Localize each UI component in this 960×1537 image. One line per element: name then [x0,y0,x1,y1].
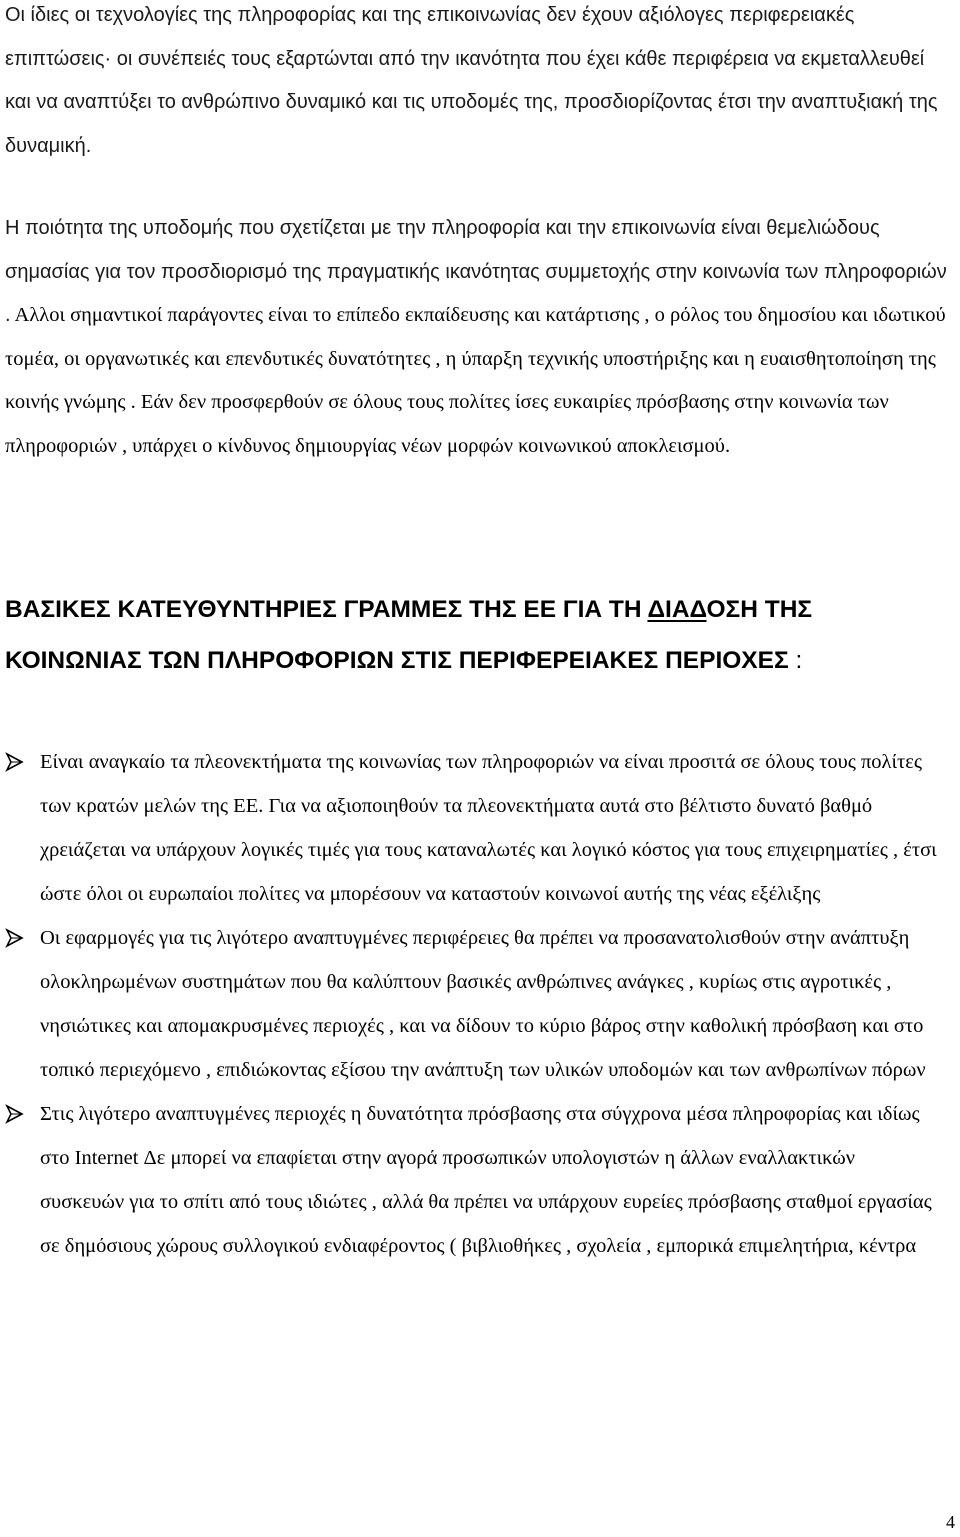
list-item-text: Οι εφαρμογές για τις λιγότερο αναπτυγμένες περιφέρειες θα πρέπει να προσανατολισθούν στην ανάπτυξη ολοκληρωμένων συστημάτων που θα καλύπτουν βασικές ανθρώπινες ανάγκες , κυρίως στις αγροτικές , νησιώτικες και απομακρυσμένες περιοχές , και να δίδουν το κύριο βάρος στην καθολική πρόσβαση και στο τοπικό περιεχόμενο , επιδιώκοντας εξίσου την ανάπτυξη των υλικών υποδομών και των ανθρωπίνων πόρων [40,927,926,1081]
section-heading-colon: : [788,647,803,674]
guidelines-list [0,740,960,1268]
list-item [0,740,940,916]
page-number: 4 [946,1512,955,1532]
list-item [0,916,940,1092]
intro-paragraph [5,0,950,168]
list-item-text: Στις λιγότερο αναπτυγμένες περιοχές η δυνατότητα πρόσβασης στα σύγχρονα μέσα πληροφορίας και ιδίως στο Internet Δε μπορεί να επαφίεται στην αγορά προσωπικών υπολογιστών η άλλων εναλλακτικών συσκευών για το σπίτι από τους ιδιώτες , αλλά θα πρέπει να υπάρχουν ευρείες πρόσβασης σταθμοί εργασίας σε δημόσιους χώρους συλλογικού ενδιαφέροντος ( βιβλιοθήκες , σχολεία , εμπορικά επιμελητήρια, κέντρα [40,1103,932,1257]
list-item [0,1092,940,1268]
section-heading-underlined: ΔΙΑΔ [647,596,707,623]
section-heading-part3: ΟΣΗ ΤΗΣ ΚΟΙΝΩΝΙΑΣ ΤΩΝ ΠΛΗΡΟΦΟΡΙΩΝ ΣΤΙΣ ΠΕΡΙΦΕΡΕΙΑΚΕΣ ΠΕΡΙΟΧΕΣ [5,596,813,674]
arrowhead-bullet-icon [5,752,25,772]
section-heading [5,584,950,686]
intro-paragraph-text: Οι ίδιες οι τεχνολογίες της πληροφορίας και της επικοινωνίας δεν έχουν αξιόλογες περιφερειακές επιπτώσεις· οι συνέπειές τους εξαρτώνται από την ικανότητα που έχει κάθε περιφέρεια να εκμεταλλευθεί και να αναπτύξει το ανθρώπινο δυναμικό και τις υποδομές της, προσδιορίζοντας έτσι την αναπτυξιακή της δυναμική. [5,4,938,157]
arrowhead-bullet-icon [5,928,25,948]
arrowhead-bullet-icon [5,1104,25,1124]
section-heading-part1: ΒΑΣΙΚΕΣ ΚΑΤΕΥΘΥΝΤΗΡΙΕΣ ΓΡΑΜΜΕΣ ΤΗΣ ΕΕ ΓΙΑ ΤΗ [5,596,648,623]
list-item-text: Είναι αναγκαίο τα πλεονεκτήματα της κοινωνίας των πληροφοριών να είναι προσιτά σε όλους τους πολίτες των κρατών μελών της ΕΕ. Για να αξιοποιηθούν τα πλεονεκτήματα αυτά στο βέλτιστο δυνατό βαθμό χρειάζεται να υπάρχουν λογικές τιμές για τους καταναλωτές και λογικό κόστος για τους επιχειρηματίες , έτσι ώστε όλοι οι ευρωπαίοι πολίτες να μπορέσουν να καταστούν κοινωνοί αυτής της νέας εξέλιξης [40,751,937,905]
infrastructure-paragraph [5,207,950,468]
infrastructure-paragraph-sans: Η ποιότητα της υποδομής που σχετίζεται με την πληροφορία και την επικοινωνία είναι θεμελιώδους σημασίας για τον προσδιορισμό της πραγματικής ικανότητας συμμετοχής στην κοινωνία των πληροφοριών . [5,217,947,326]
infrastructure-paragraph-serif: Αλλοι σημαντικοί παράγοντες είναι το επίπεδο εκπαίδευσης και κατάρτισης , ο ρόλος του δημοσίου και ιδωτικού τομέα, οι οργανωτικές και επενδυτικές δυνατότητες , η ύπαρξη τεχνικής υποστήριξης και η ευαισθητοποίηση της κοινής γνώμης . Εάν δεν προσφερθούν σε όλους τους πολίτες ίσες ευκαιρίες πρόσβασης στην κοινωνία των πληροφοριών , υπάρχει ο κίνδυνος δημιουργίας νέων μορφών κοινωνικού αποκλεισμού. [5,304,946,457]
